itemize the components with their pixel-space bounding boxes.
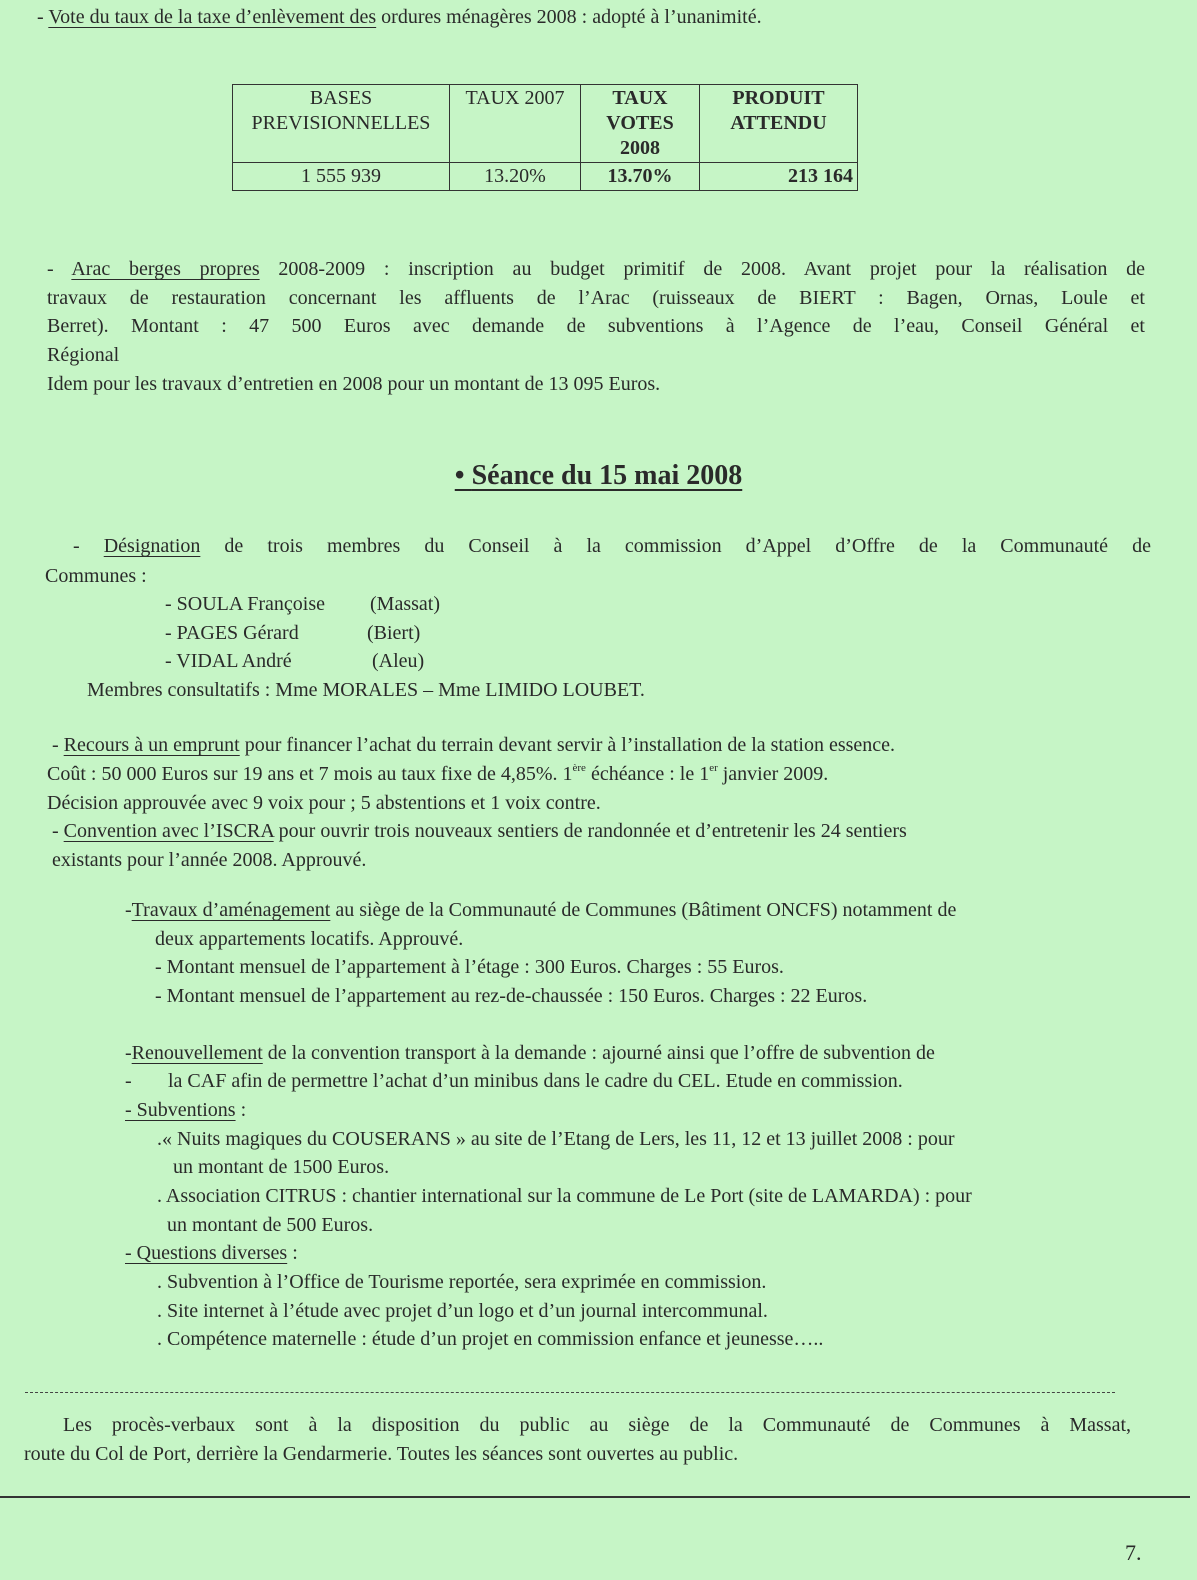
- page-number: 7.: [1125, 1540, 1142, 1565]
- travaux-underlined: Travaux d’aménagement: [131, 899, 331, 921]
- renouvellement-dash: -: [125, 1070, 132, 1092]
- bottom-rule: [0, 1496, 1190, 1498]
- arac-line-2: travaux de restauration concernant les affluents de l’Arac (ruisseaux de BIERT : Bagen, Ornas, Loule et: [47, 287, 1145, 309]
- renouvellement-line-2: la CAF afin de permettre l’achat d’un minibus dans le cadre du CEL. Etude en commission.: [168, 1070, 903, 1092]
- member-place: (Biert): [367, 622, 421, 644]
- member-place: (Aleu): [372, 650, 425, 672]
- emprunt-line-2: Coût : 50 000 Euros sur 19 ans et 7 mois au taux fixe de 4,85%. 1ère échéance : le 1er janvier 2009.: [47, 762, 829, 785]
- subvention-item: .« Nuits magiques du COUSERANS » au site de l’Etang de Lers, les 11, 12 et 13 juillet 2008 : pour: [157, 1128, 955, 1150]
- header-taux-2007: TAUX 2007: [450, 85, 581, 163]
- arac-line-5: Idem pour les travaux d’entretien en 2008 pour un montant de 13 095 Euros.: [47, 373, 661, 395]
- emprunt-line-1: - Recours à un emprunt pour financer l’achat du terrain devant servir à l’installation de la station essence.: [52, 734, 896, 756]
- footer-line-2: route du Col de Port, derrière la Gendarmerie. Toutes les séances sont ouvertes au public.: [24, 1443, 739, 1465]
- tax-rates-table: [232, 84, 858, 191]
- cell-taux-2007: 13.20%: [450, 163, 581, 191]
- footer-line-1: Les procès-verbaux sont à la disposition du public au siège de la Communauté de Communes à Massat,: [63, 1414, 1131, 1436]
- member-name: - PAGES Gérard: [165, 622, 299, 644]
- list-item: . Compétence maternelle : étude d’un projet en commission enfance et jeunesse…..: [157, 1328, 824, 1350]
- header-produit: PRODUIT ATTENDU: [700, 85, 858, 163]
- iscra-line-2: existants pour l’année 2008. Approuvé.: [52, 849, 367, 871]
- renouvellement-underlined: Renouvellement: [131, 1042, 263, 1064]
- travaux-line-1: -Travaux d’aménagement au siège de la Communauté de Communes (Bâtiment ONCFS) notamment de: [125, 899, 957, 921]
- arac-underlined: Arac berges propres: [71, 258, 260, 280]
- arac-line-1: - Arac berges propres 2008-2009 : inscription au budget primitif de 2008. Avant projet pour la réalisation de: [47, 258, 1145, 280]
- iscra-line-1: - Convention avec l’ISCRA pour ouvrir trois nouveaux sentiers de randonnée et d’entretenir les 24 sentiers: [52, 820, 907, 842]
- designation-line-1: - Désignation de trois membres du Conseil à la commission d’Appel d’Offre de la Communauté de: [73, 535, 1151, 557]
- arac-line-4: Régional: [47, 344, 120, 366]
- questions-heading: - Questions diverses :: [125, 1242, 298, 1264]
- arac-line-3: Berret). Montant : 47 500 Euros avec demande de subventions à l’Agence de l’eau, Conseil Général et: [47, 315, 1145, 337]
- dashed-separator: [25, 1392, 1115, 1393]
- subvention-item: un montant de 500 Euros.: [167, 1214, 374, 1236]
- list-item: . Site internet à l’étude avec projet d’un logo et d’un journal intercommunal.: [157, 1300, 768, 1322]
- bullet: •: [454, 460, 472, 491]
- iscra-underlined: Convention avec l’ISCRA: [63, 820, 274, 842]
- cell-produit: 213 164: [700, 163, 858, 191]
- taxe-vote-rest: ordures ménagères 2008 : adopté à l’unanimité.: [376, 6, 762, 28]
- header-bases: BASES PREVISIONNELLES: [233, 85, 450, 163]
- list-item: . Subvention à l’Office de Tourisme reportée, sera exprimée en commission.: [157, 1271, 767, 1293]
- header-taux-votes: TAUX VOTES 2008: [581, 85, 700, 163]
- renouvellement-line-1: -Renouvellement de la convention transport à la demande : ajourné ainsi que l’offre de subvention de: [125, 1042, 935, 1064]
- taxe-vote-line: [37, 3, 762, 32]
- travaux-line-4: - Montant mensuel de l’appartement au rez-de-chaussée : 150 Euros. Charges : 22 Euros.: [155, 985, 868, 1007]
- cell-bases: 1 555 939: [233, 163, 450, 191]
- subventions-heading: - Subventions :: [125, 1099, 247, 1121]
- table-row: [233, 163, 858, 191]
- member-name: - VIDAL André: [165, 650, 292, 672]
- consultatifs-line: Membres consultatifs : Mme MORALES – Mme LIMIDO LOUBET.: [87, 679, 645, 701]
- emprunt-line-3: Décision approuvée avec 9 voix pour ; 5 abstentions et 1 voix contre.: [47, 792, 601, 814]
- cell-taux-votes: 13.70%: [581, 163, 700, 191]
- dash: -: [37, 6, 49, 28]
- table-header-row: [233, 85, 858, 163]
- travaux-line-2: deux appartements locatifs. Approuvé.: [155, 928, 464, 950]
- member-place: (Massat): [370, 593, 440, 615]
- member-name: - SOULA Françoise: [165, 593, 325, 615]
- designation-line-2: Communes :: [45, 565, 147, 587]
- subvention-item: un montant de 1500 Euros.: [173, 1156, 390, 1178]
- emprunt-underlined: Recours à un emprunt: [63, 734, 240, 756]
- travaux-line-3: - Montant mensuel de l’appartement à l’étage : 300 Euros. Charges : 55 Euros.: [155, 956, 784, 978]
- designation-underlined: Désignation: [103, 535, 201, 557]
- seance-title: • Séance du 15 mai 2008: [454, 460, 743, 491]
- taxe-vote-underlined: Vote du taux de la taxe d’enlèvement des: [48, 6, 377, 28]
- subvention-item: . Association CITRUS : chantier international sur la commune de Le Port (site de LAMARDA) : pour: [157, 1185, 972, 1207]
